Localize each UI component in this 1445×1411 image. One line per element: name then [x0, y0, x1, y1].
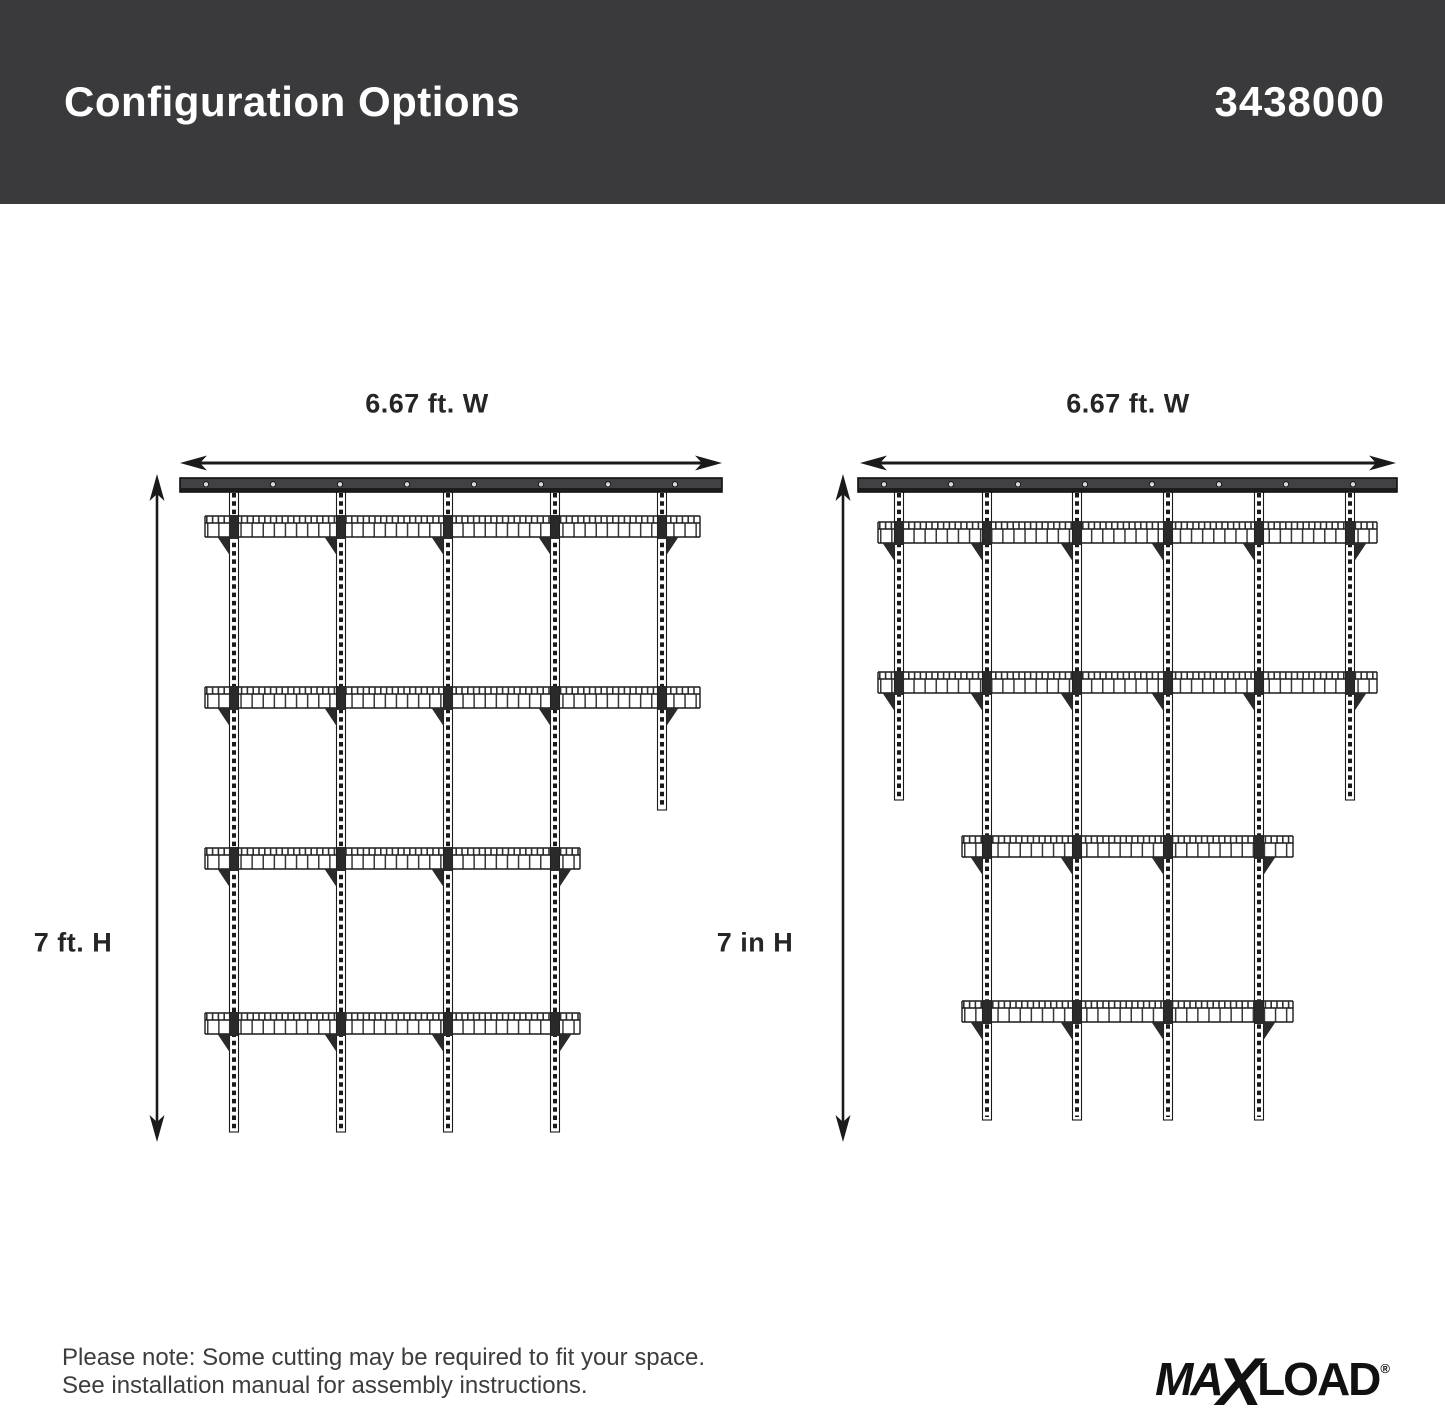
shelf-standard-joint	[230, 515, 239, 539]
shelf-bracket	[1152, 1022, 1164, 1040]
shelf-bracket	[1355, 693, 1367, 711]
installation-note-line-1: Please note: Some cutting may be required to fit your space.	[62, 1344, 706, 1371]
shelf-standard-joint	[1164, 671, 1173, 695]
shelf-bracket	[971, 857, 983, 875]
shelf-bracket	[1243, 543, 1255, 561]
shelf-standard-joint	[444, 686, 453, 710]
width-dimension-label-left: 6.67 ft. W	[365, 388, 489, 419]
shelf-standard-joint	[230, 847, 239, 871]
shelf-bracket	[325, 1034, 337, 1052]
shelf-bracket	[218, 1034, 230, 1052]
rail-bottom-edge	[181, 488, 721, 491]
product-number: 3438000	[1214, 78, 1385, 125]
rail-screw-icon	[1149, 482, 1154, 487]
shelf-bracket	[667, 537, 679, 555]
shelf-bracket	[667, 708, 679, 726]
config-diagram-right	[836, 456, 1398, 1143]
rail-bottom-edge	[859, 488, 1396, 491]
rail-screw-icon	[1015, 482, 1020, 487]
shelf-standard-joint	[658, 686, 667, 710]
shelf-standard-joint	[1255, 521, 1264, 545]
maxload-logo: MA X LOAD ®	[1155, 1344, 1390, 1411]
shelf-bracket	[1264, 1022, 1276, 1040]
installation-note-line-2: See installation manual for assembly instructions.	[62, 1372, 588, 1399]
shelf-bracket	[1061, 693, 1073, 711]
height-dimension-label-left: 7 ft. H	[33, 927, 113, 958]
shelf-bracket	[432, 708, 444, 726]
shelf-standard-joint	[983, 671, 992, 695]
shelf-bracket	[1152, 857, 1164, 875]
rail-screw-icon	[672, 482, 677, 487]
shelf-standard-joint	[1164, 521, 1173, 545]
shelf-bracket	[1061, 857, 1073, 875]
shelf-standard-joint	[983, 1000, 992, 1024]
shelf-bracket	[218, 537, 230, 555]
rail-screw-icon	[203, 482, 208, 487]
shelf-bracket	[432, 869, 444, 887]
shelf-standard-joint	[337, 1012, 346, 1036]
shelf-standard-joint	[1073, 521, 1082, 545]
shelf-standard-joint	[983, 521, 992, 545]
shelf-bracket	[539, 537, 551, 555]
rail-screw-icon	[881, 482, 886, 487]
rail-screw-icon	[404, 482, 409, 487]
shelf-bracket	[560, 869, 572, 887]
shelf-standard-joint	[230, 1012, 239, 1036]
shelf-bracket	[325, 537, 337, 555]
shelf-standard-joint	[337, 515, 346, 539]
shelf-standard-joint	[551, 847, 560, 871]
shelf-bracket	[432, 537, 444, 555]
shelf-bracket	[1264, 857, 1276, 875]
shelf-bracket	[218, 708, 230, 726]
rail-screw-icon	[471, 482, 476, 487]
shelf-bracket	[539, 708, 551, 726]
shelf-bracket	[1355, 543, 1367, 561]
shelf-bracket	[971, 543, 983, 561]
shelf-standard-joint	[444, 1012, 453, 1036]
shelf-bracket	[1152, 693, 1164, 711]
shelf-standard-joint	[1164, 835, 1173, 859]
rail-screw-icon	[538, 482, 543, 487]
logo-registered-mark: ®	[1380, 1361, 1390, 1376]
shelf-standard-joint	[1346, 671, 1355, 695]
shelf-standard-joint	[983, 835, 992, 859]
shelf-standard-joint	[1073, 835, 1082, 859]
shelf-standard-joint	[895, 521, 904, 545]
shelf-standard-joint	[230, 686, 239, 710]
installation-note	[62, 1344, 705, 1400]
shelf-standard-joint	[1073, 1000, 1082, 1024]
shelf-standard-joint	[551, 515, 560, 539]
rail-screw-icon	[1216, 482, 1221, 487]
shelf-bracket	[432, 1034, 444, 1052]
shelf-bracket	[218, 869, 230, 887]
shelf-standard-joint	[1255, 835, 1264, 859]
logo-load-text: LOAD	[1257, 1353, 1380, 1405]
rail-screw-icon	[1283, 482, 1288, 487]
shelf-standard-joint	[895, 671, 904, 695]
shelf-bracket	[883, 693, 895, 711]
shelf-standard-joint	[1073, 671, 1082, 695]
shelf-standard-joint	[444, 515, 453, 539]
rail-screw-icon	[270, 482, 275, 487]
shelf-standard-joint	[1346, 521, 1355, 545]
shelf-standard-joint	[551, 1012, 560, 1036]
shelf-bracket	[1061, 543, 1073, 561]
rail-screw-icon	[1350, 482, 1355, 487]
shelf-standard-joint	[444, 847, 453, 871]
shelf-bracket	[971, 1022, 983, 1040]
shelf-standard-joint	[551, 686, 560, 710]
shelf-standard-joint	[1164, 1000, 1173, 1024]
rail-screw-icon	[1082, 482, 1087, 487]
shelf-bracket	[971, 693, 983, 711]
shelf-standard-joint	[337, 686, 346, 710]
shelf-bracket	[1061, 1022, 1073, 1040]
shelf-bracket	[325, 869, 337, 887]
shelf-bracket	[883, 543, 895, 561]
shelf-bracket	[325, 708, 337, 726]
shelf-bracket	[560, 1034, 572, 1052]
config-diagram-left	[150, 456, 723, 1143]
shelf-standard-joint	[1255, 671, 1264, 695]
rail-screw-icon	[948, 482, 953, 487]
shelf-standard-joint	[658, 515, 667, 539]
shelf-bracket	[1243, 693, 1255, 711]
page-title: Configuration Options	[64, 78, 521, 125]
logo-max-text: MA	[1155, 1353, 1221, 1405]
shelf-standard-joint	[1255, 1000, 1264, 1024]
shelf-bracket	[1152, 543, 1164, 561]
shelf-standard-joint	[337, 847, 346, 871]
rail-screw-icon	[337, 482, 342, 487]
rail-screw-icon	[605, 482, 610, 487]
width-dimension-label-right: 6.67 ft. W	[1066, 388, 1190, 419]
height-dimension-label-right: 7 in H	[716, 927, 794, 958]
